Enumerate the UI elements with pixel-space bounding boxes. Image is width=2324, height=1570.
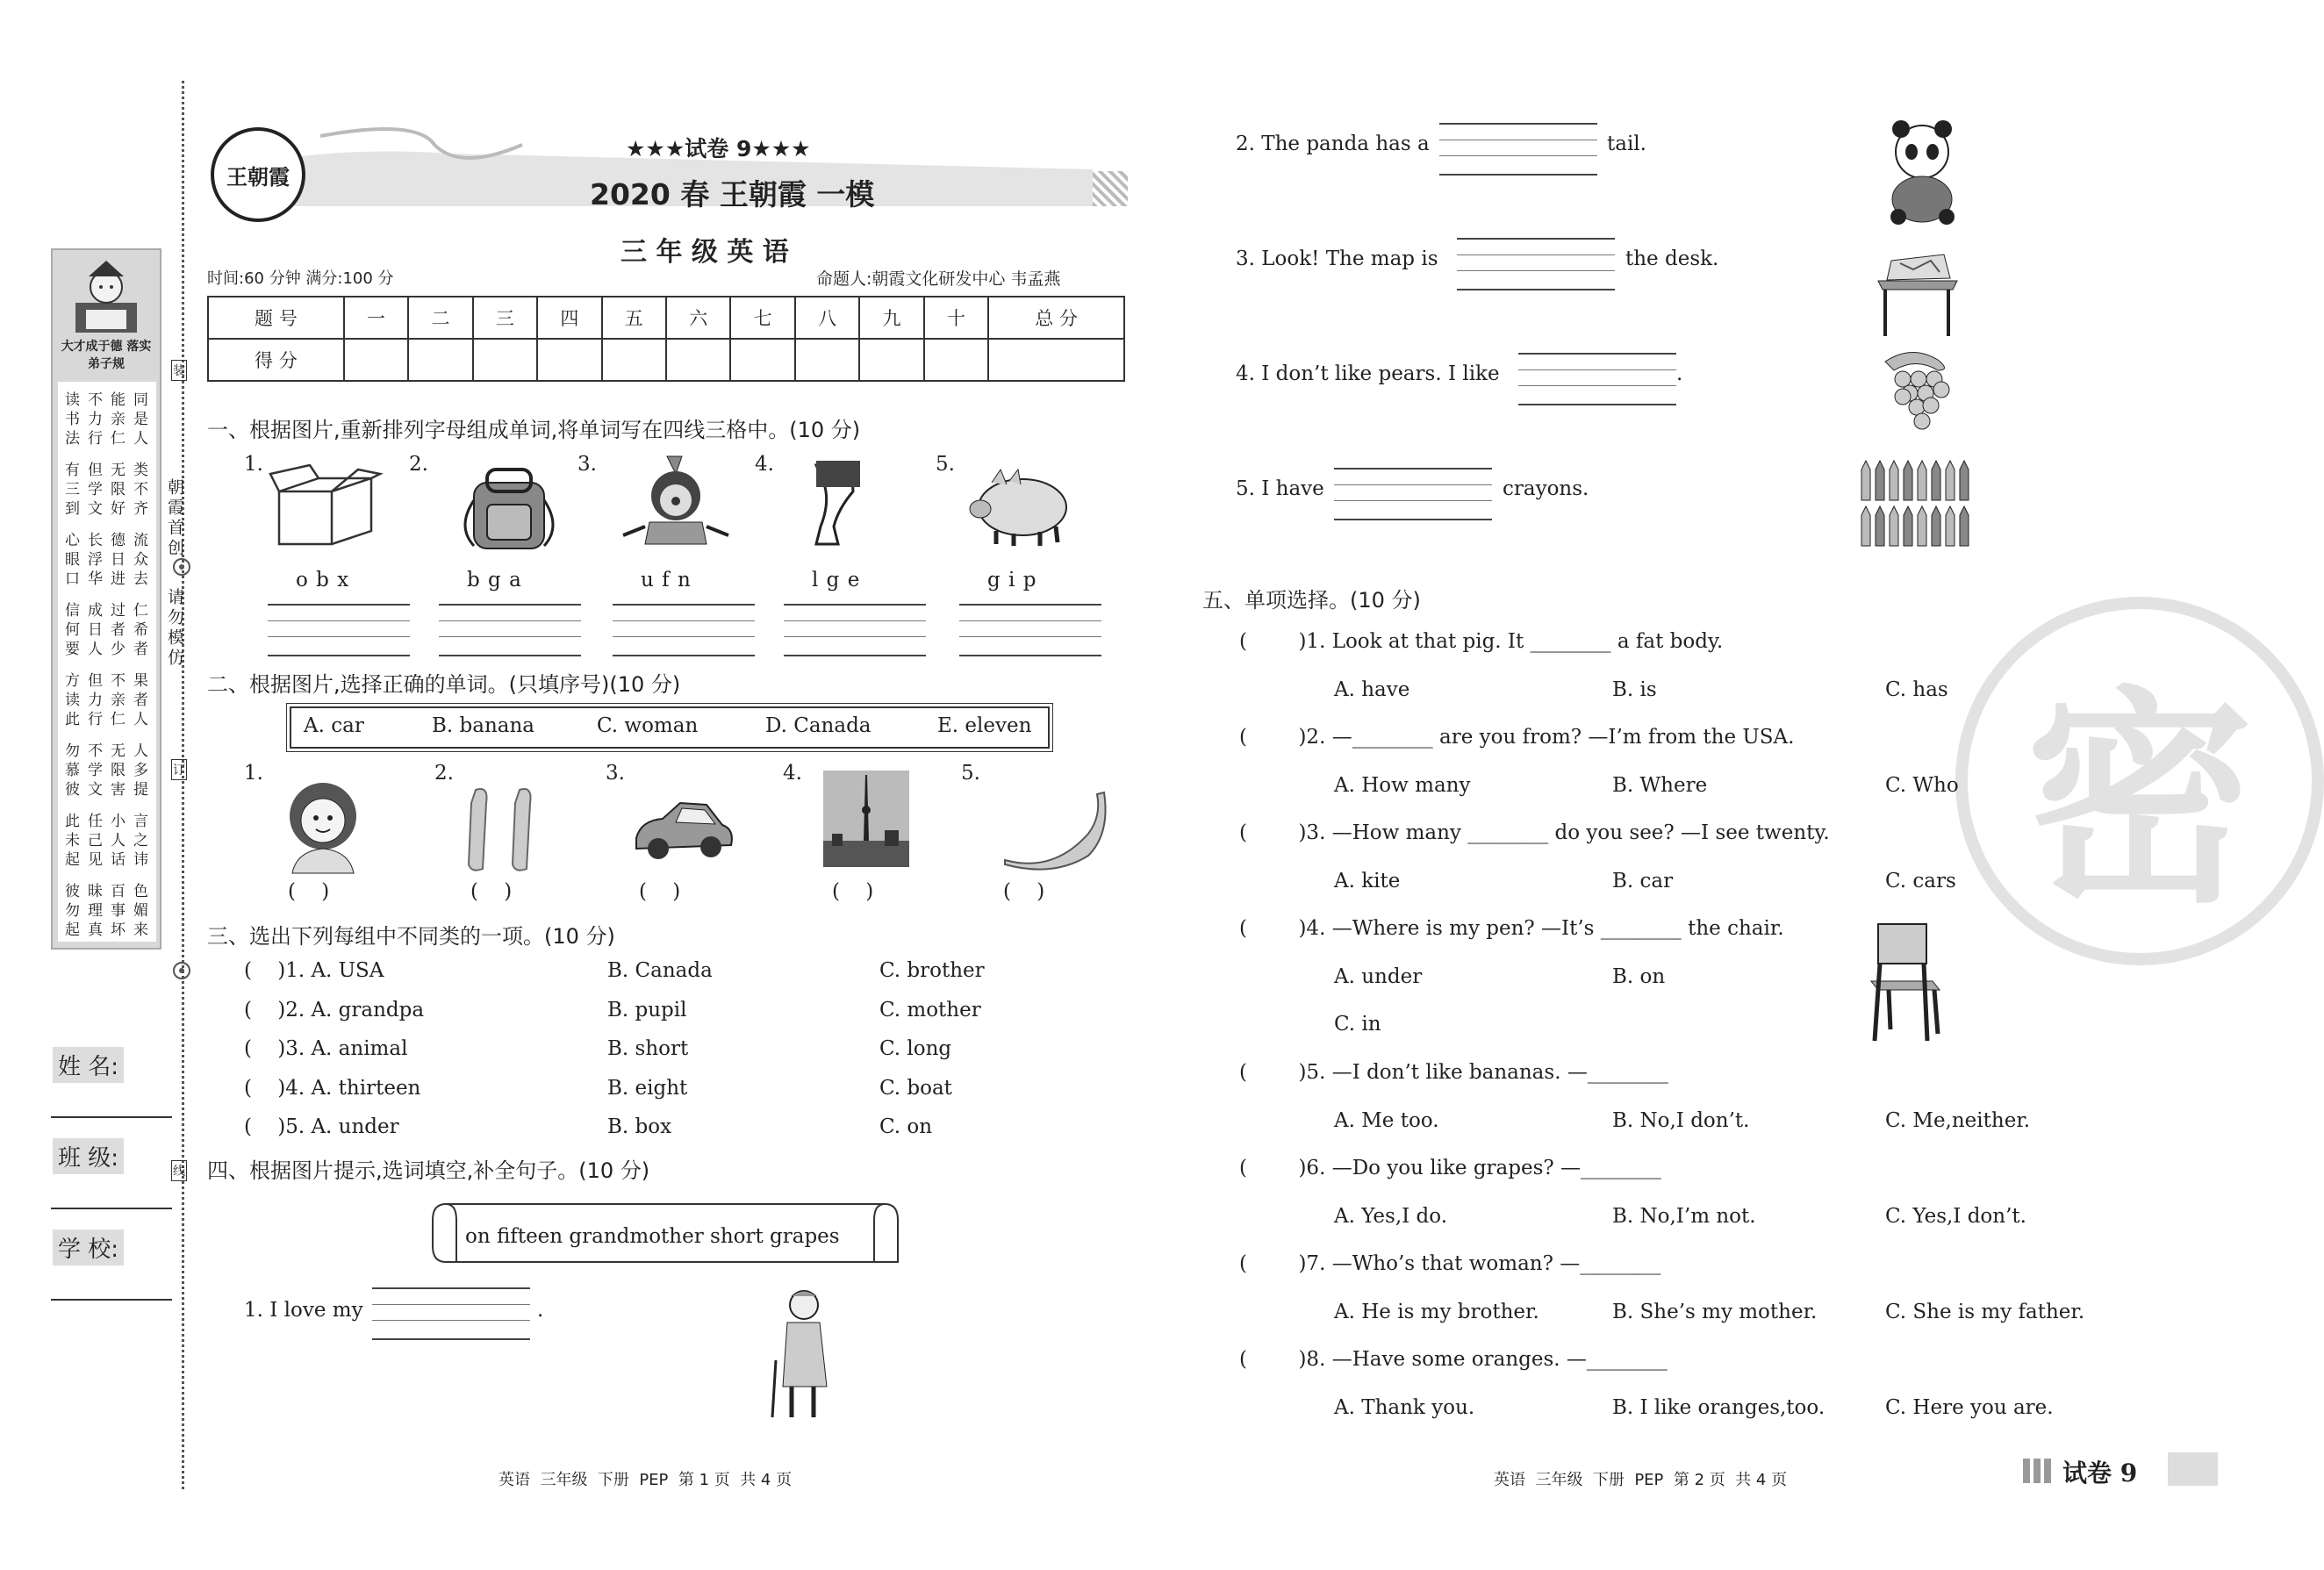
sidebar-text-column: 不学文	[88, 742, 103, 799]
s3-question: ( )1. A. USA	[244, 959, 384, 982]
banana-icon	[1001, 790, 1110, 869]
sidebar-text-column: 仁希者	[133, 602, 148, 658]
subject-title: 三 年 级 英 语	[620, 237, 789, 268]
sidebar-text-column: 彼勿起	[65, 883, 80, 939]
school-label: 学 校:	[53, 1229, 124, 1265]
s2-answer-paren[interactable]: ( )	[639, 880, 681, 903]
s1-item-number: 4.	[755, 453, 774, 476]
s3-option-c: C. brother	[879, 959, 985, 982]
footer-badge-deco	[2023, 1459, 2055, 1483]
bag-icon	[456, 465, 562, 553]
s5-option-b: B. No,I don’t.	[1612, 1109, 1750, 1132]
s2-word-box	[290, 706, 1050, 749]
s2-answer-paren[interactable]: ( )	[832, 880, 874, 903]
s3-heading: 三、选出下列每组中不同类的一项。(10 分)	[207, 924, 615, 949]
s3-option-b: B. Canada	[607, 959, 713, 982]
s4-sentence-end: the desk.	[1625, 247, 1719, 270]
score-input-cell[interactable]	[730, 339, 794, 381]
four-line-writing-field[interactable]	[268, 604, 410, 656]
scholar-figure-icon	[68, 257, 144, 336]
score-header-cell: 六	[666, 297, 730, 339]
brand-logo-text: 王朝霞	[226, 164, 290, 190]
sidebar-text-column: 心眼口	[65, 532, 80, 588]
map-on-desk-icon	[1869, 250, 1966, 338]
exam-author: 命题人:朝霞文化研发中心 韦孟燕	[816, 269, 1061, 289]
s5-question: ( )6. —Do you like grapes? —________	[1239, 1157, 1662, 1179]
score-input-cell[interactable]	[924, 339, 988, 381]
sidebar-text-column: 能亲仁	[111, 391, 126, 448]
margin-label-2: 请勿模仿	[165, 588, 184, 669]
s4-answer-lines[interactable]	[1334, 468, 1492, 520]
s3-question: ( )5. A. under	[244, 1115, 399, 1138]
s4-answer-lines[interactable]	[372, 1287, 530, 1340]
brand-logo	[211, 127, 305, 222]
name-label: 姓 名:	[53, 1047, 124, 1083]
class-field[interactable]	[51, 1208, 172, 1209]
score-input-cell[interactable]	[795, 339, 859, 381]
s3-question: ( )2. A. grandpa	[244, 998, 425, 1022]
exam-title: 2020 春 王朝霞 一模	[590, 177, 875, 211]
score-table	[207, 296, 1125, 382]
sidebar-text-column: 不力行	[88, 391, 103, 448]
s5-option-a: A. He is my brother.	[1334, 1301, 1539, 1323]
name-field[interactable]	[51, 1116, 172, 1118]
s4-sentence-end: .	[537, 1299, 544, 1322]
s5-option-c: C. Me,neither.	[1885, 1109, 2031, 1132]
sidebar-text-column: 无限害	[111, 742, 126, 799]
four-line-writing-field[interactable]	[959, 604, 1101, 656]
sidebar-text-column: 小人话	[111, 813, 126, 869]
clown-fun-icon	[619, 452, 733, 548]
footer-badge: 试卷 9	[2062, 1459, 2138, 1488]
four-line-writing-field[interactable]	[613, 604, 755, 656]
s5-question: ( )8. —Have some oranges. —________	[1239, 1348, 1668, 1371]
s2-item-number: 1.	[244, 762, 263, 785]
s5-question: ( )7. —Who’s that woman? —________	[1239, 1252, 1661, 1275]
s5-option-c: C. Here you are.	[1885, 1396, 2054, 1419]
sidebar-text-column: 昧理真	[88, 883, 103, 939]
s1-scrambled-letters: o b x	[296, 569, 350, 591]
s5-question: ( )2. —________ are you from? —I’m from the USA.	[1239, 726, 1795, 749]
sidebar-text-column: 勿慕彼	[65, 742, 80, 799]
s2-option: B. banana	[432, 714, 535, 737]
title-bar-deco	[1093, 171, 1128, 206]
s3-option-b: B. short	[607, 1037, 689, 1060]
s3-option-c: C. boat	[879, 1076, 952, 1100]
s2-item-number: 2.	[434, 762, 454, 785]
binding-mark-1: 装	[171, 360, 187, 381]
s2-option: E. eleven	[937, 714, 1032, 737]
class-label: 班 级:	[53, 1138, 124, 1174]
s2-option: D. Canada	[765, 714, 872, 737]
s2-item-number: 4.	[783, 762, 802, 785]
four-line-writing-field[interactable]	[784, 604, 926, 656]
binding-hole-icon	[172, 961, 191, 980]
score-input-cell[interactable]	[344, 339, 408, 381]
sidebar-text-column: 不亲仁	[111, 672, 126, 728]
sidebar-text-column: 流众去	[133, 532, 148, 588]
s5-option-b: B. I like oranges,too.	[1612, 1396, 1825, 1419]
s2-item-number: 5.	[961, 762, 980, 785]
s3-option-b: B. pupil	[607, 998, 687, 1022]
series-label: ★★★试卷 9★★★	[626, 136, 811, 161]
s2-answer-paren[interactable]: ( )	[470, 880, 513, 903]
sidebar-text-column: 读书法	[65, 391, 80, 448]
sidebar-text-column: 同是人	[133, 391, 148, 448]
binding-dotted-line	[182, 81, 184, 1489]
crayons-icon	[1854, 456, 1977, 548]
sidebar-text-column: 但力行	[88, 672, 103, 728]
s5-option-c: C. She is my father.	[1885, 1301, 2085, 1323]
score-input-cell[interactable]	[988, 339, 1124, 381]
four-line-writing-field[interactable]	[439, 604, 581, 656]
grapes-icon	[1876, 344, 1960, 432]
car-icon	[628, 794, 737, 864]
s1-scrambled-letters: l g e	[812, 569, 861, 591]
sidebar-text-column: 方读此	[65, 672, 80, 728]
s5-option-a: A. under	[1334, 965, 1423, 988]
s1-item-number: 1.	[244, 453, 263, 476]
score-header-cell: 七	[730, 297, 794, 339]
canada-tower-icon	[823, 771, 909, 867]
s5-option-a: A. have	[1334, 678, 1410, 701]
s4-sentence-start: 3. Look! The map is	[1236, 247, 1438, 270]
s4-sentence-end: tail.	[1607, 133, 1646, 155]
leg-icon	[799, 456, 878, 553]
s5-heading: 五、单项选择。(10 分)	[1202, 588, 1421, 613]
score-input-cell[interactable]	[666, 339, 730, 381]
sidebar-text-column: 无限好	[111, 462, 126, 518]
s5-option-b: B. Where	[1612, 774, 1708, 797]
score-header-cell: 十	[924, 297, 988, 339]
woman-icon	[279, 777, 367, 873]
sidebar-text-column: 但学文	[88, 462, 103, 518]
s3-option-b: B. eight	[607, 1076, 688, 1100]
binding-mark-2: 订	[171, 759, 187, 780]
sidebar-text-column: 言之讳	[133, 813, 148, 869]
grandmother-icon	[765, 1286, 836, 1422]
s3-question: ( )4. A. thirteen	[244, 1076, 421, 1100]
s1-item-number: 2.	[409, 453, 428, 476]
s5-option-c: C. cars	[1885, 870, 1956, 893]
s5-option-a: A. Thank you.	[1334, 1396, 1475, 1419]
s5-question: ( )5. —I don’t like bananas. —________	[1239, 1061, 1668, 1084]
pig-icon	[961, 465, 1075, 548]
s3-option-c: C. long	[879, 1037, 952, 1060]
s1-scrambled-letters: g i p	[987, 569, 1037, 591]
exam-time: 时间:60 分钟 满分:100 分	[207, 269, 394, 288]
score-header-cell: 一	[344, 297, 408, 339]
s4-word-list: on fifteen grandmother short grapes	[465, 1225, 840, 1248]
s4-sentence-start: 1. I love my	[244, 1299, 363, 1322]
footer-left: 英语 三年级 下册 PEP 第 1 页 共 4 页	[499, 1471, 793, 1489]
s2-item-number: 3.	[606, 762, 625, 785]
s4-sentence-start: 2. The panda has a	[1236, 133, 1430, 155]
s5-option-a: A. How many	[1334, 774, 1471, 797]
sidebar-panel	[51, 248, 161, 950]
s5-option-c: C. Who	[1885, 774, 1959, 797]
sidebar-text-column: 人多提	[133, 742, 148, 799]
s5-option-b: B. She’s my mother.	[1612, 1301, 1818, 1323]
s2-answer-paren[interactable]: ( )	[288, 880, 330, 903]
sidebar-text-column: 过者少	[111, 602, 126, 658]
sidebar-text-column: 色媚来	[133, 883, 148, 939]
s1-heading: 一、根据图片,重新排列字母组成单词,将单词写在四线三格中。(10 分)	[207, 418, 861, 442]
chair-icon	[1862, 920, 1946, 1043]
score-label-cell: 得 分	[208, 339, 344, 381]
score-header-cell: 题 号	[208, 297, 344, 339]
margin-label-1: 朝霞首创	[165, 478, 184, 559]
s1-item-number: 5.	[936, 453, 955, 476]
s5-option-c: C. in	[1334, 1013, 1381, 1036]
score-input-cell[interactable]	[859, 339, 923, 381]
s4-sentence-start: 5. I have	[1236, 477, 1324, 500]
sidebar-text-column: 果者人	[133, 672, 148, 728]
sidebar-motto: 大才成于德 落实弟子规	[61, 340, 152, 371]
binding-hole-icon	[172, 557, 191, 577]
s2-answer-paren[interactable]: ( )	[1003, 880, 1045, 903]
s2-option: C. woman	[597, 714, 699, 737]
sidebar-text-column: 成日人	[88, 602, 103, 658]
s4-sentence-end: .	[1676, 362, 1683, 385]
s3-option-c: C. mother	[879, 998, 981, 1022]
sidebar-text-column: 百事坏	[111, 883, 126, 939]
s5-option-a: A. Me too.	[1334, 1109, 1439, 1132]
score-input-cell[interactable]	[408, 339, 472, 381]
s4-answer-lines[interactable]	[1457, 238, 1615, 290]
footer-badge-bar	[2168, 1452, 2218, 1486]
s5-question: ( )4. —Where is my pen? —It’s ________ the chair.	[1239, 917, 1784, 940]
score-header-cell: 总 分	[988, 297, 1124, 339]
s2-option: A. car	[304, 714, 364, 737]
score-input-cell[interactable]	[473, 339, 537, 381]
score-header-cell: 八	[795, 297, 859, 339]
s5-option-b: B. No,I’m not.	[1612, 1205, 1756, 1228]
s1-scrambled-letters: b g a	[467, 569, 522, 591]
s5-option-a: A. Yes,I do.	[1334, 1205, 1448, 1228]
sidebar-text-column: 有三到	[65, 462, 80, 518]
score-header-cell: 五	[602, 297, 666, 339]
sidebar-text-block	[58, 382, 156, 942]
s5-option-b: B. car	[1612, 870, 1674, 893]
score-header-cell: 三	[473, 297, 537, 339]
s2-heading: 二、根据图片,选择正确的单词。(只填序号)(10 分)	[207, 672, 681, 697]
s3-question: ( )3. A. animal	[244, 1037, 408, 1060]
score-input-cell[interactable]	[537, 339, 601, 381]
box-icon	[270, 465, 384, 548]
footer-right: 英语 三年级 下册 PEP 第 2 页 共 4 页	[1494, 1471, 1788, 1489]
s5-option-c: C. has	[1885, 678, 1948, 701]
s5-option-b: B. is	[1612, 678, 1657, 701]
secret-stamp-text: 密	[2026, 668, 2254, 934]
sidebar-text-column: 信何要	[65, 602, 80, 658]
s4-sentence-end: crayons.	[1503, 477, 1589, 500]
s1-scrambled-letters: u f n	[641, 569, 692, 591]
s4-heading: 四、根据图片提示,选词填空,补全句子。(10 分)	[207, 1158, 650, 1183]
s5-question: ( )1. Look at that pig. It ________ a fat body.	[1239, 630, 1724, 653]
s5-option-a: A. kite	[1334, 870, 1401, 893]
score-header-cell: 四	[537, 297, 601, 339]
eleven-icon	[458, 785, 546, 873]
school-field[interactable]	[51, 1299, 172, 1301]
sidebar-text-column: 任己见	[88, 813, 103, 869]
sidebar-text-column: 此未起	[65, 813, 80, 869]
score-header-cell: 二	[408, 297, 472, 339]
s4-answer-lines[interactable]	[1518, 353, 1676, 405]
s1-item-number: 3.	[577, 453, 597, 476]
s3-option-c: C. on	[879, 1115, 933, 1138]
sidebar-text-column: 长浮华	[88, 532, 103, 588]
sidebar-text-column: 类不齐	[133, 462, 148, 518]
score-input-cell[interactable]	[602, 339, 666, 381]
s5-question: ( )3. —How many ________ do you see? —I see twenty.	[1239, 821, 1830, 844]
s5-option-b: B. on	[1612, 965, 1666, 988]
panda-icon	[1876, 118, 1969, 224]
s5-option-c: C. Yes,I don’t.	[1885, 1205, 2026, 1228]
binding-mark-3: 线	[171, 1160, 187, 1181]
secret-stamp	[1955, 597, 2324, 965]
sidebar-text-column: 德日进	[111, 532, 126, 588]
s4-answer-lines[interactable]	[1439, 123, 1597, 176]
s4-sentence-start: 4. I don’t like pears. I like	[1236, 362, 1500, 385]
score-header-cell: 九	[859, 297, 923, 339]
s3-option-b: B. box	[607, 1115, 672, 1138]
